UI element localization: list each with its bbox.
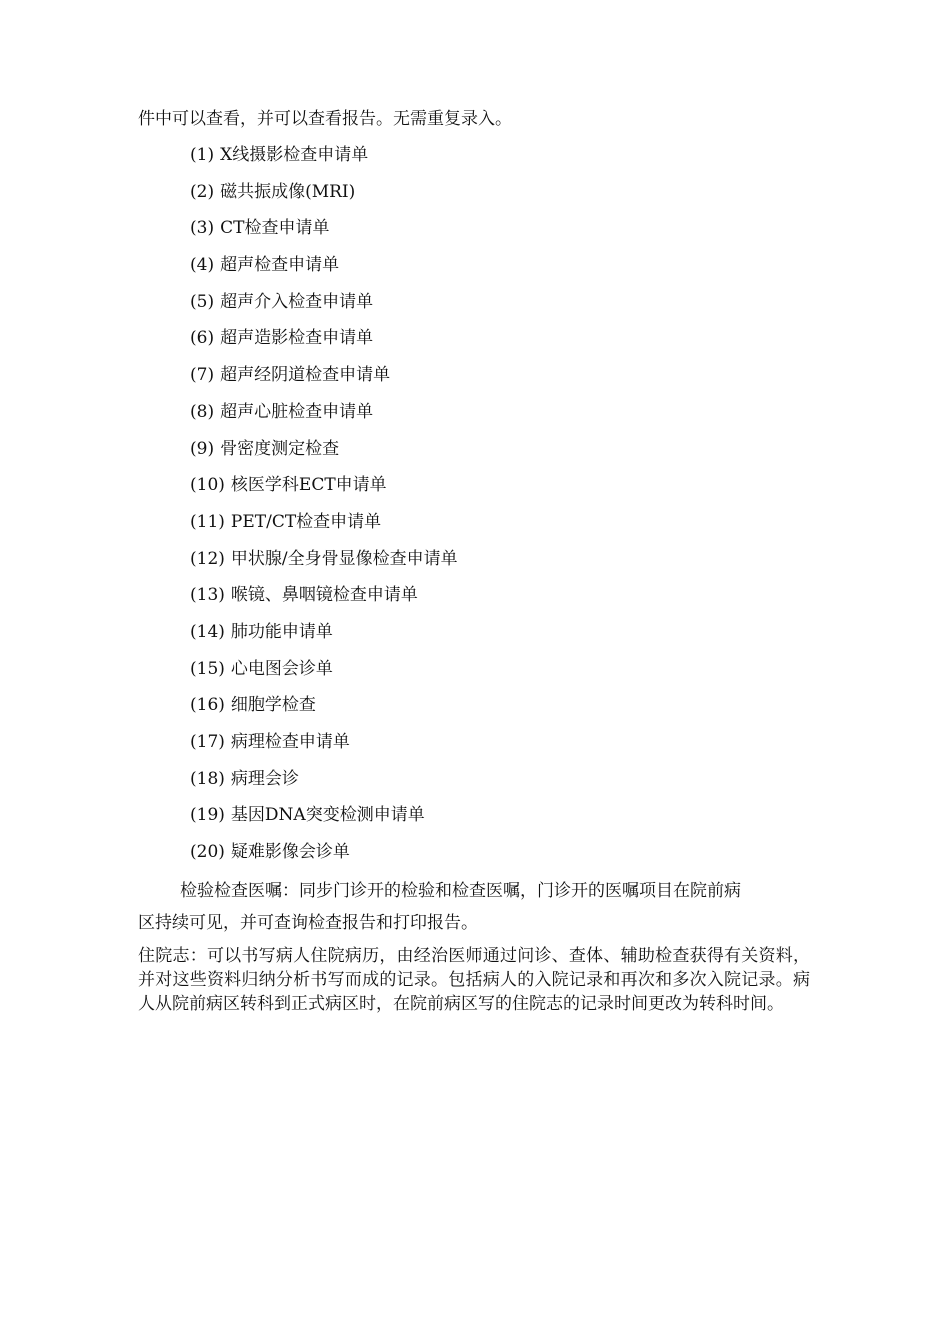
list-item [190, 621, 458, 658]
list-item [190, 144, 458, 181]
list-item-text: 超声经阴道检查申请单 [220, 365, 391, 386]
list-item [190, 658, 458, 695]
list-item-text: 病理会诊 [230, 768, 299, 789]
list-item-number: (14) [190, 621, 225, 642]
list-item-number: (10) [190, 475, 225, 496]
list-item-text: 超声检查申请单 [220, 255, 340, 276]
list-item-text: 骨密度测定检查 [220, 438, 340, 459]
admission-record-paragraph: 住院志：可以书写病人住院病历，由经治医师通过问诊、查体、辅助检查获得有关资料，并对这些资料归纳分析书写而成的记录。包括病人的入院记录和再次和多次入院记录。病人从院前病区转科到正式病区时，在院前病区写的住院志的记录时间更改为转科时间。 [138, 946, 810, 1014]
list-item-text: 心电图会诊单 [230, 658, 333, 679]
list-item-text: 细胞学检查 [230, 695, 316, 716]
list-item [190, 364, 458, 401]
list-item-number: (5) [190, 291, 215, 312]
list-item [190, 217, 458, 254]
list-item-number: (20) [190, 842, 225, 863]
exam-request-list [190, 144, 458, 878]
list-item-number: (2) [190, 181, 215, 202]
list-item-number: (8) [190, 401, 215, 422]
list-item-text: 超声造影检查申请单 [220, 328, 374, 349]
list-item [190, 804, 458, 841]
list-item [190, 584, 458, 621]
list-item-number: (17) [190, 732, 225, 752]
list-item-text: 超声心脏检查申请单 [220, 401, 374, 422]
list-item-text: 喉镜、鼻咽镜检查申请单 [230, 585, 418, 606]
list-item-number: (13) [190, 585, 225, 606]
list-item-number: (16) [190, 695, 225, 716]
list-item [190, 731, 458, 768]
list-item-number: (15) [190, 658, 225, 679]
list-item [190, 768, 458, 805]
list-item-number: (7) [190, 365, 215, 386]
list-item-text: 疑难影像会诊单 [230, 842, 350, 863]
list-item [190, 841, 458, 878]
list-item-text: 基因DNA突变检测申请单 [230, 805, 425, 826]
list-item-number: (12) [190, 548, 225, 569]
list-item [190, 438, 458, 475]
orders-paragraph-line-2: 区持续可见，并可查询检查报告和打印报告。 [138, 913, 478, 933]
list-item-number: (4) [190, 255, 215, 276]
list-item-number: (18) [190, 768, 225, 789]
list-item-number: (19) [190, 805, 225, 826]
list-item [190, 254, 458, 291]
list-item-number: (6) [190, 328, 215, 349]
list-item [190, 327, 458, 364]
orders-paragraph-line-1: 检验检查医嘱：同步门诊开的检验和检查医嘱，门诊开的医嘱项目在院前病 [180, 881, 741, 901]
list-item [190, 694, 458, 731]
list-item-text: PET/CT检查申请单 [230, 511, 382, 532]
list-item-number: (1) [190, 145, 215, 165]
list-item-text: 磁共振成像(MRI) [220, 181, 356, 202]
list-item-text: 核医学科ECT申请单 [230, 475, 387, 496]
list-item-text: 甲状腺/全身骨显像检查申请单 [230, 548, 458, 569]
list-item-number: (3) [190, 218, 215, 239]
list-item [190, 474, 458, 511]
list-item-text: 病理检查申请单 [230, 732, 350, 752]
list-item [190, 181, 458, 218]
list-item [190, 291, 458, 328]
intro-line: 件中可以查看，并可以查看报告。无需重复录入。 [138, 109, 512, 129]
list-item [190, 511, 458, 548]
list-item-number: (11) [190, 511, 225, 532]
list-item-number: (9) [190, 438, 215, 459]
list-item-text: X线摄影检查申请单 [220, 145, 369, 165]
list-item [190, 548, 458, 585]
list-item-text: 超声介入检查申请单 [220, 291, 374, 312]
list-item [190, 401, 458, 438]
list-item-text: 肺功能申请单 [230, 621, 333, 642]
list-item-text: CT检查申请单 [220, 218, 330, 239]
